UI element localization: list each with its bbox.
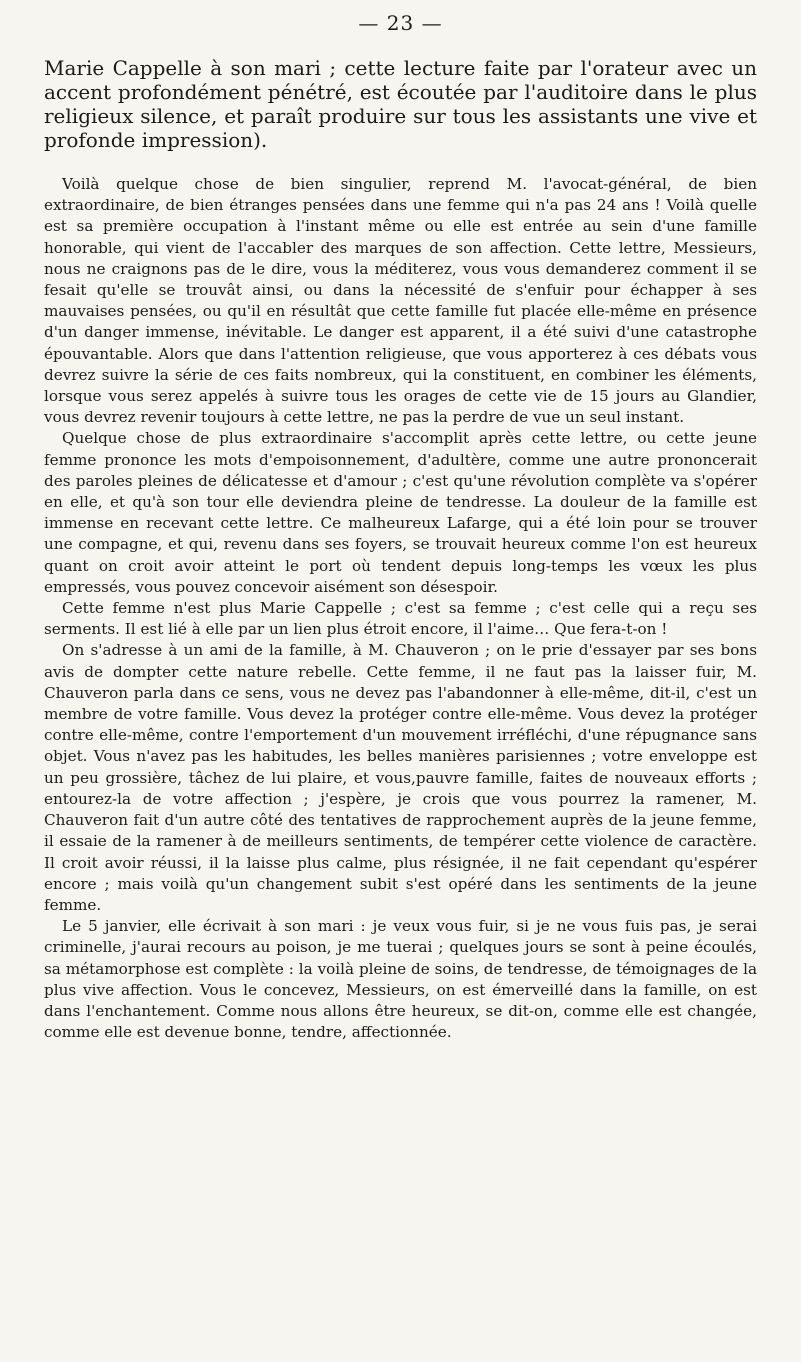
body-paragraph: Quelque chose de plus extraordinaire s'accomplit après cette lettre, ou cette jeune femme prononce les mots d'empoisonnement, d'adultère, comme une autre prononcerait des paroles pleines de délicatesse et d'amour ; c'est qu'une révolution complète va s'opérer en elle, et qu'à son tour elle deviendra pleine de tendresse. La douleur de la famille est immense en recevant cette lettre. Ce malheureux Lafarge, qui a été loin pour se trouver une compagne, et qui, revenu dans ses foyers, se trouvait heureux comme l'on est heureux quant on croit avoir atteint le port où tendent depuis long-temps les vœux les plus empressés, vous pouvez concevoir aisément son désespoir. — [44, 429, 757, 596]
body-paragraph: Voilà quelque chose de bien singulier, reprend M. l'avocat-général, de bien extraordinaire, de bien étranges pensées dans une femme qui n'a pas 24 ans ! Voilà quelle est sa première occupation à l'instant même ou elle est entrée au sein d'une famille honorable, qui vient de l'accabler des marques de son affection. Cette lettre, Messieurs, nous ne craignons pas de le dire, vous la méditerez, vous vous demanderez comment il se fesait qu'elle se trouvât ainsi, ou dans la nécessité de s'enfuir pour échapper à ses mauvaises pensées, ou qu'il en résultât que cette famille fut placée elle-même en présence d'un danger immense, inévitable. Le danger est apparent, il a été suivi d'une catastrophe épouvantable. Alors que dans l'attention religieuse, que vous apporterez à ces débats vous devrez suivre la série de ces faits nombreux, qui la constituent, en combiner les éléments, lorsque vous serez appelés à suivre tous les orages de cette vie de 15 jours au Glandier, vous devrez revenir toujours à cette lettre, ne pas la perdre de vue un seul instant. — [44, 175, 757, 427]
body-paragraph: Cette femme n'est plus Marie Cappelle ; c'est sa femme ; c'est celle qui a reçu ses serments. Il est lié à elle par un lien plus étroit encore, il l'aime… Que fera-t-on ! — [44, 599, 757, 639]
lead-paragraph: Marie Cappelle à son mari ; cette lecture faite par l'orateur avec un accent profondément pénétré, est écoutée par l'auditoire dans le plus religieux silence, et paraît produire sur tous les assistants une vive et profonde impression). — [44, 56, 757, 152]
body-paragraph: Le 5 janvier, elle écrivait à son mari : je veux vous fuir, si je ne vous fuis pas, je serai criminelle, j'aurai recours au poison, je me tuerai ; quelques jours se sont à peine écoulés, sa métamorphose est complète : la voilà pleine de soins, de tendresse, de témoignages de la plus vive affection. Vous le concevez, Messieurs, on est émerveillé dans la famille, on est dans l'enchantement. Comme nous allons être heureux, se dit-on, comme elle est changée, comme elle est devenue bonne, tendre, affectionnée. — [44, 917, 757, 1042]
body-text — [44, 174, 757, 1043]
page-number: — 23 — — [358, 11, 443, 35]
body-paragraph: On s'adresse à un ami de la famille, à M. Chauveron ; on le prie d'essayer par ses bons avis de dompter cette nature rebelle. Cette femme, il ne faut pas la laisser fuir, M. Chauveron parla dans ce sens, vous ne devez pas l'abandonner à elle-même, dit-il, c'est un membre de votre famille. Vous devez la protéger contre elle-même. Vous devez la protéger contre elle-même, contre l'emportement d'un mouvement irréfléchi, d'une répugnance sans objet. Vous n'avez pas les habitudes, les belles manières parisiennes ; votre enveloppe est un peu grossière, tâchez de lui plaire, et vous,pauvre famille, faites de nouveaux efforts ; entourez-la de votre affection ; j'espère, je crois que vous pourrez la ramener, M. Chauveron fait d'un autre côté des tentatives de rapprochement auprès de la jeune femme, il essaie de la ramener à de meilleurs sentiments, de tempérer cette violence de caractère. Il croit avoir réussi, il la laisse plus calme, plus résignée, il ne fait cependant qu'espérer encore ; mais voilà qu'un changement subit s'est opéré dans les sentiments de la jeune femme. — [44, 641, 757, 914]
